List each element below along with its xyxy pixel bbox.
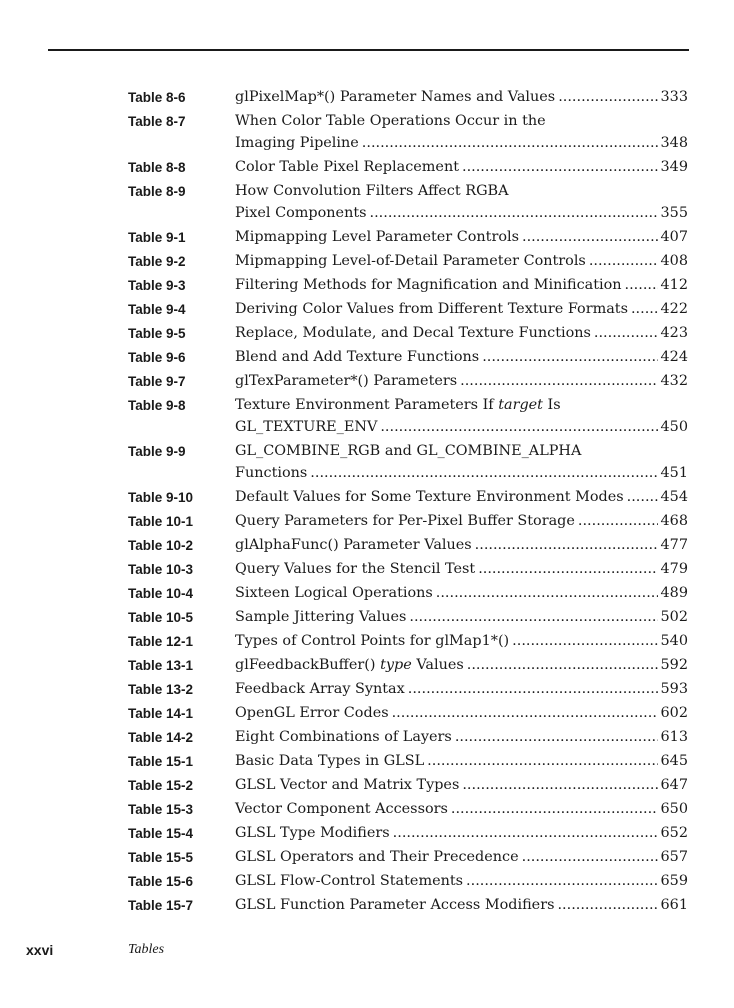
dot-leader: [467, 654, 658, 676]
title-line: [235, 894, 688, 916]
title-line: [235, 822, 688, 844]
title-text: glTexParameter*() Parameters: [235, 373, 458, 389]
page-ref: 349: [660, 159, 688, 175]
title-text: Texture Environment Parameters If: [235, 397, 499, 413]
table-label: Table 9-3: [128, 278, 186, 293]
entry-title: [235, 346, 688, 368]
table-label: Table 15-5: [128, 850, 194, 865]
page-ref: 355: [660, 205, 688, 221]
title-line: [235, 250, 688, 272]
title-text: [235, 774, 459, 796]
toc-entry[interactable]: [128, 156, 688, 180]
page-ref: 477: [660, 537, 688, 553]
title-text: [235, 798, 448, 820]
page-ref: 647: [660, 777, 688, 793]
dot-leader: [625, 274, 658, 296]
toc-entry[interactable]: [128, 86, 688, 110]
dot-leader: [460, 370, 657, 392]
title-text: [235, 630, 509, 652]
page-ref: 451: [660, 465, 688, 481]
toc-entry[interactable]: [128, 654, 688, 678]
title-text: [235, 654, 464, 676]
entry-title: [235, 558, 688, 580]
table-label: Table 9-9: [128, 444, 186, 459]
title-text: [235, 846, 519, 868]
table-label: Table 10-3: [128, 562, 194, 577]
title-text: Deriving Color Values from Different Texture Formats: [235, 301, 628, 317]
entry-title: [235, 726, 688, 748]
title-text: [235, 132, 359, 154]
title-text: Basic Data Types in GLSL: [235, 753, 425, 769]
dot-leader: [594, 322, 658, 344]
title-text: [235, 510, 575, 532]
title-line: How Convolution Filters Affect RGBA: [235, 183, 509, 199]
toc-entry[interactable]: [128, 250, 688, 274]
entry-title: [235, 298, 688, 320]
title-line: [235, 156, 688, 178]
dot-leader: [462, 156, 658, 178]
page-ref: 645: [660, 753, 688, 769]
entry-title: [235, 274, 688, 296]
title-line: [235, 132, 688, 154]
title-text: GLSL Type Modifiers: [235, 825, 390, 841]
entry-title: [235, 486, 688, 508]
toc-entry[interactable]: [128, 394, 688, 440]
table-label: Table 10-4: [128, 586, 194, 601]
title-line: [235, 510, 688, 532]
toc-entry[interactable]: [128, 702, 688, 726]
title-text: Feedback Array Syntax: [235, 681, 405, 697]
title-text: Mipmapping Level-of-Detail Parameter Controls: [235, 253, 586, 269]
title-line: [235, 322, 688, 344]
title-line: [235, 582, 688, 604]
entry-title: [235, 250, 688, 272]
title-text: [235, 86, 555, 108]
dot-leader: [451, 798, 658, 820]
page-ref: 650: [660, 801, 688, 817]
title-line: [235, 678, 688, 700]
entry-title: [235, 180, 688, 224]
table-label: Table 13-2: [128, 682, 194, 697]
page-ref: 540: [660, 633, 688, 649]
dot-leader: [462, 774, 657, 796]
entry-title: [235, 394, 688, 438]
table-label: Table 9-1: [128, 230, 186, 245]
page-ref: 502: [660, 609, 688, 625]
table-label: Table 9-7: [128, 374, 186, 389]
page-ref: 432: [660, 373, 688, 389]
table-label: Table 9-5: [128, 326, 186, 341]
entry-title: [235, 534, 688, 556]
title-text: GLSL Function Parameter Access Modifiers: [235, 897, 555, 913]
page-ref: 407: [660, 229, 688, 245]
dot-leader: [370, 202, 658, 224]
title-text: Blend and Add Texture Functions: [235, 349, 480, 365]
entry-title: [235, 678, 688, 700]
title-line: [235, 370, 688, 392]
title-line: [235, 534, 688, 556]
title-text: Color Table Pixel Replacement: [235, 159, 459, 175]
table-label: Table 10-2: [128, 538, 194, 553]
title-text: [235, 606, 406, 628]
title-text: [235, 534, 472, 556]
dot-leader: [475, 534, 658, 556]
title-line: [235, 870, 688, 892]
title-line: [235, 274, 688, 296]
title-line: [235, 86, 688, 108]
page-ref: 479: [660, 561, 688, 577]
toc-entry[interactable]: [128, 180, 688, 226]
dot-leader: [522, 226, 658, 248]
toc-entry[interactable]: [128, 894, 688, 918]
toc-entry[interactable]: [128, 346, 688, 370]
dot-leader: [393, 822, 658, 844]
page-ref: 454: [660, 489, 688, 505]
page-ref: 489: [660, 585, 688, 601]
italic-term: target: [498, 397, 543, 413]
page-ref: 613: [660, 729, 688, 745]
toc-entry[interactable]: [128, 510, 688, 534]
table-label: Table 14-1: [128, 706, 194, 721]
title-text: [235, 750, 424, 772]
entry-title: [235, 110, 688, 154]
title-text: Query Parameters for Per-Pixel Buffer Storage: [235, 513, 575, 529]
entry-title: [235, 870, 688, 892]
toc-entry[interactable]: [128, 822, 688, 846]
page-ref: 652: [660, 825, 688, 841]
title-text: [235, 416, 377, 438]
toc-entry[interactable]: [128, 798, 688, 822]
title-text: [235, 250, 586, 272]
title-text: Types of Control Points for glMap1*(): [235, 633, 510, 649]
toc-entry[interactable]: [128, 630, 688, 654]
table-label: Table 8-9: [128, 184, 186, 199]
entry-title: [235, 322, 688, 344]
page-ref: 657: [660, 849, 688, 865]
title-text: [235, 298, 628, 320]
running-footer-title: Tables: [128, 942, 165, 957]
toc-entry[interactable]: [128, 274, 688, 298]
title-line: [235, 416, 688, 438]
page-ref: 422: [660, 301, 688, 317]
table-label: Table 10-5: [128, 610, 194, 625]
title-text: [235, 822, 390, 844]
toc-entry[interactable]: [128, 440, 688, 486]
title-text: Replace, Modulate, and Decal Texture Functions: [235, 325, 591, 341]
title-line: [235, 558, 688, 580]
page-ref: 659: [660, 873, 688, 889]
title-text: GLSL Flow-Control Statements: [235, 873, 464, 889]
page-ref: 592: [660, 657, 688, 673]
title-line: [235, 486, 688, 508]
title-line: [235, 630, 688, 652]
title-text: Imaging Pipeline: [235, 135, 359, 151]
title-text: [235, 274, 622, 296]
entry-title: [235, 440, 688, 484]
title-line: [235, 798, 688, 820]
title-text: GLSL Vector and Matrix Types: [235, 777, 460, 793]
page-ref: 602: [660, 705, 688, 721]
entry-title: [235, 750, 688, 772]
dot-leader: [482, 346, 657, 368]
entry-title: [235, 510, 688, 532]
toc-entry[interactable]: [128, 582, 688, 606]
title-text: glAlphaFunc() Parameter Values: [235, 537, 472, 553]
title-text: Sample Jittering Values: [235, 609, 407, 625]
toc-entry[interactable]: [128, 486, 688, 510]
dot-leader: [427, 750, 657, 772]
toc-entry[interactable]: [128, 726, 688, 750]
dot-leader: [557, 894, 657, 916]
dot-leader: [478, 558, 657, 580]
toc-entry[interactable]: [128, 846, 688, 870]
title-text: [235, 894, 554, 916]
entry-title: [235, 798, 688, 820]
page-ref: 412: [660, 277, 688, 293]
dot-leader: [512, 630, 657, 652]
page-ref: 348: [660, 135, 688, 151]
table-label: Table 8-7: [128, 114, 186, 129]
dot-leader: [627, 486, 658, 508]
title-line: [235, 846, 688, 868]
toc-entry[interactable]: [128, 606, 688, 630]
title-text: Filtering Methods for Magnification and Minification: [235, 277, 622, 293]
table-label: Table 12-1: [128, 634, 194, 649]
page-ref: 450: [660, 419, 688, 435]
dot-leader: [589, 250, 658, 272]
title-text: [235, 870, 463, 892]
table-label: Table 15-4: [128, 826, 194, 841]
title-line: [235, 226, 688, 248]
table-label: Table 9-6: [128, 350, 186, 365]
title-text: Sixteen Logical Operations: [235, 585, 433, 601]
dot-leader: [455, 726, 658, 748]
table-label: Table 9-2: [128, 254, 186, 269]
title-text: [235, 558, 475, 580]
title-text: Functions: [235, 465, 308, 481]
title-text: Pixel Components: [235, 205, 367, 221]
header-rule: [48, 49, 689, 51]
dot-leader: [362, 132, 658, 154]
table-label: Table 15-6: [128, 874, 194, 889]
page-ref: 333: [660, 89, 688, 105]
toc-entry[interactable]: [128, 774, 688, 798]
page-ref: 423: [660, 325, 688, 341]
title-text: [235, 486, 624, 508]
title-line: [235, 774, 688, 796]
page-ref: 468: [660, 513, 688, 529]
title-text: [235, 678, 405, 700]
title-text: [235, 702, 389, 724]
title-text: Is: [542, 397, 561, 413]
entry-title: [235, 630, 688, 652]
table-label: Table 10-1: [128, 514, 194, 529]
dot-leader: [380, 416, 657, 438]
toc-entry[interactable]: [128, 298, 688, 322]
entry-title: [235, 774, 688, 796]
page-ref: 661: [660, 897, 688, 913]
dot-leader: [558, 86, 657, 108]
toc-entry[interactable]: [128, 558, 688, 582]
entry-title: [235, 582, 688, 604]
title-line: [235, 654, 688, 676]
entry-title: [235, 822, 688, 844]
page-ref: 593: [660, 681, 688, 697]
title-text: Eight Combinations of Layers: [235, 729, 452, 745]
title-text: [235, 370, 457, 392]
title-text: [235, 346, 479, 368]
table-label: Table 15-7: [128, 898, 194, 913]
table-label: Table 8-6: [128, 90, 186, 105]
page-ref: 424: [660, 349, 688, 365]
title-text: [235, 726, 452, 748]
toc-entry[interactable]: [128, 370, 688, 394]
dot-leader: [631, 298, 658, 320]
title-text: Vector Component Accessors: [235, 801, 448, 817]
title-line: When Color Table Operations Occur in the: [235, 113, 546, 129]
title-line: [235, 394, 688, 416]
dot-leader: [310, 462, 657, 484]
entry-title: [235, 846, 688, 868]
page-ref: 408: [660, 253, 688, 269]
title-line: [235, 750, 688, 772]
table-label: Table 9-4: [128, 302, 186, 317]
title-text: GLSL Operators and Their Precedence: [235, 849, 519, 865]
dot-leader: [578, 510, 658, 532]
title-line: GL_COMBINE_RGB and GL_COMBINE_ALPHA: [235, 443, 582, 459]
toc-entry[interactable]: [128, 322, 688, 346]
toc-entry[interactable]: [128, 534, 688, 558]
page-number: xxvi: [26, 942, 54, 958]
toc-entry[interactable]: [128, 110, 688, 156]
title-line: [235, 202, 688, 224]
table-label: Table 14-2: [128, 730, 194, 745]
title-text: [235, 202, 367, 224]
dot-leader: [392, 702, 658, 724]
title-text: glPixelMap*() Parameter Names and Values: [235, 89, 556, 105]
title-text: Values: [411, 657, 464, 673]
dot-leader: [436, 582, 658, 604]
table-label: Table 9-8: [128, 398, 186, 413]
title-line: [235, 462, 688, 484]
title-text: [235, 582, 433, 604]
title-line: [235, 726, 688, 748]
title-text: GL_TEXTURE_ENV: [235, 419, 378, 435]
title-text: glFeedbackBuffer(): [235, 657, 381, 673]
table-label: Table 9-10: [128, 490, 194, 505]
toc-entry[interactable]: [128, 678, 688, 702]
title-line: [235, 702, 688, 724]
toc-entry[interactable]: [128, 870, 688, 894]
entry-title: [235, 654, 688, 676]
entry-title: [235, 606, 688, 628]
entry-title: [235, 370, 688, 392]
toc-entry[interactable]: [128, 226, 688, 250]
title-line: [235, 298, 688, 320]
title-text: [235, 226, 519, 248]
table-label: Table 15-1: [128, 754, 194, 769]
title-text: [235, 156, 459, 178]
dot-leader: [466, 870, 657, 892]
title-text: Query Values for the Stencil Test: [235, 561, 476, 577]
entry-title: [235, 86, 688, 108]
table-label: Table 15-2: [128, 778, 194, 793]
title-text: OpenGL Error Codes: [235, 705, 389, 721]
dot-leader: [409, 606, 657, 628]
title-text: Default Values for Some Texture Environment Modes: [235, 489, 624, 505]
table-label: Table 15-3: [128, 802, 194, 817]
entry-title: [235, 226, 688, 248]
toc-entry[interactable]: [128, 750, 688, 774]
title-line: [235, 606, 688, 628]
title-text: [235, 462, 307, 484]
entry-title: [235, 894, 688, 916]
title-text: Mipmapping Level Parameter Controls: [235, 229, 519, 245]
entry-title: [235, 156, 688, 178]
dot-leader: [522, 846, 658, 868]
title-text: [235, 322, 591, 344]
italic-term: type: [380, 657, 412, 673]
table-label: Table 8-8: [128, 160, 186, 175]
list-of-tables: [128, 86, 688, 918]
title-line: [235, 346, 688, 368]
table-label: Table 13-1: [128, 658, 194, 673]
entry-title: [235, 702, 688, 724]
dot-leader: [408, 678, 658, 700]
